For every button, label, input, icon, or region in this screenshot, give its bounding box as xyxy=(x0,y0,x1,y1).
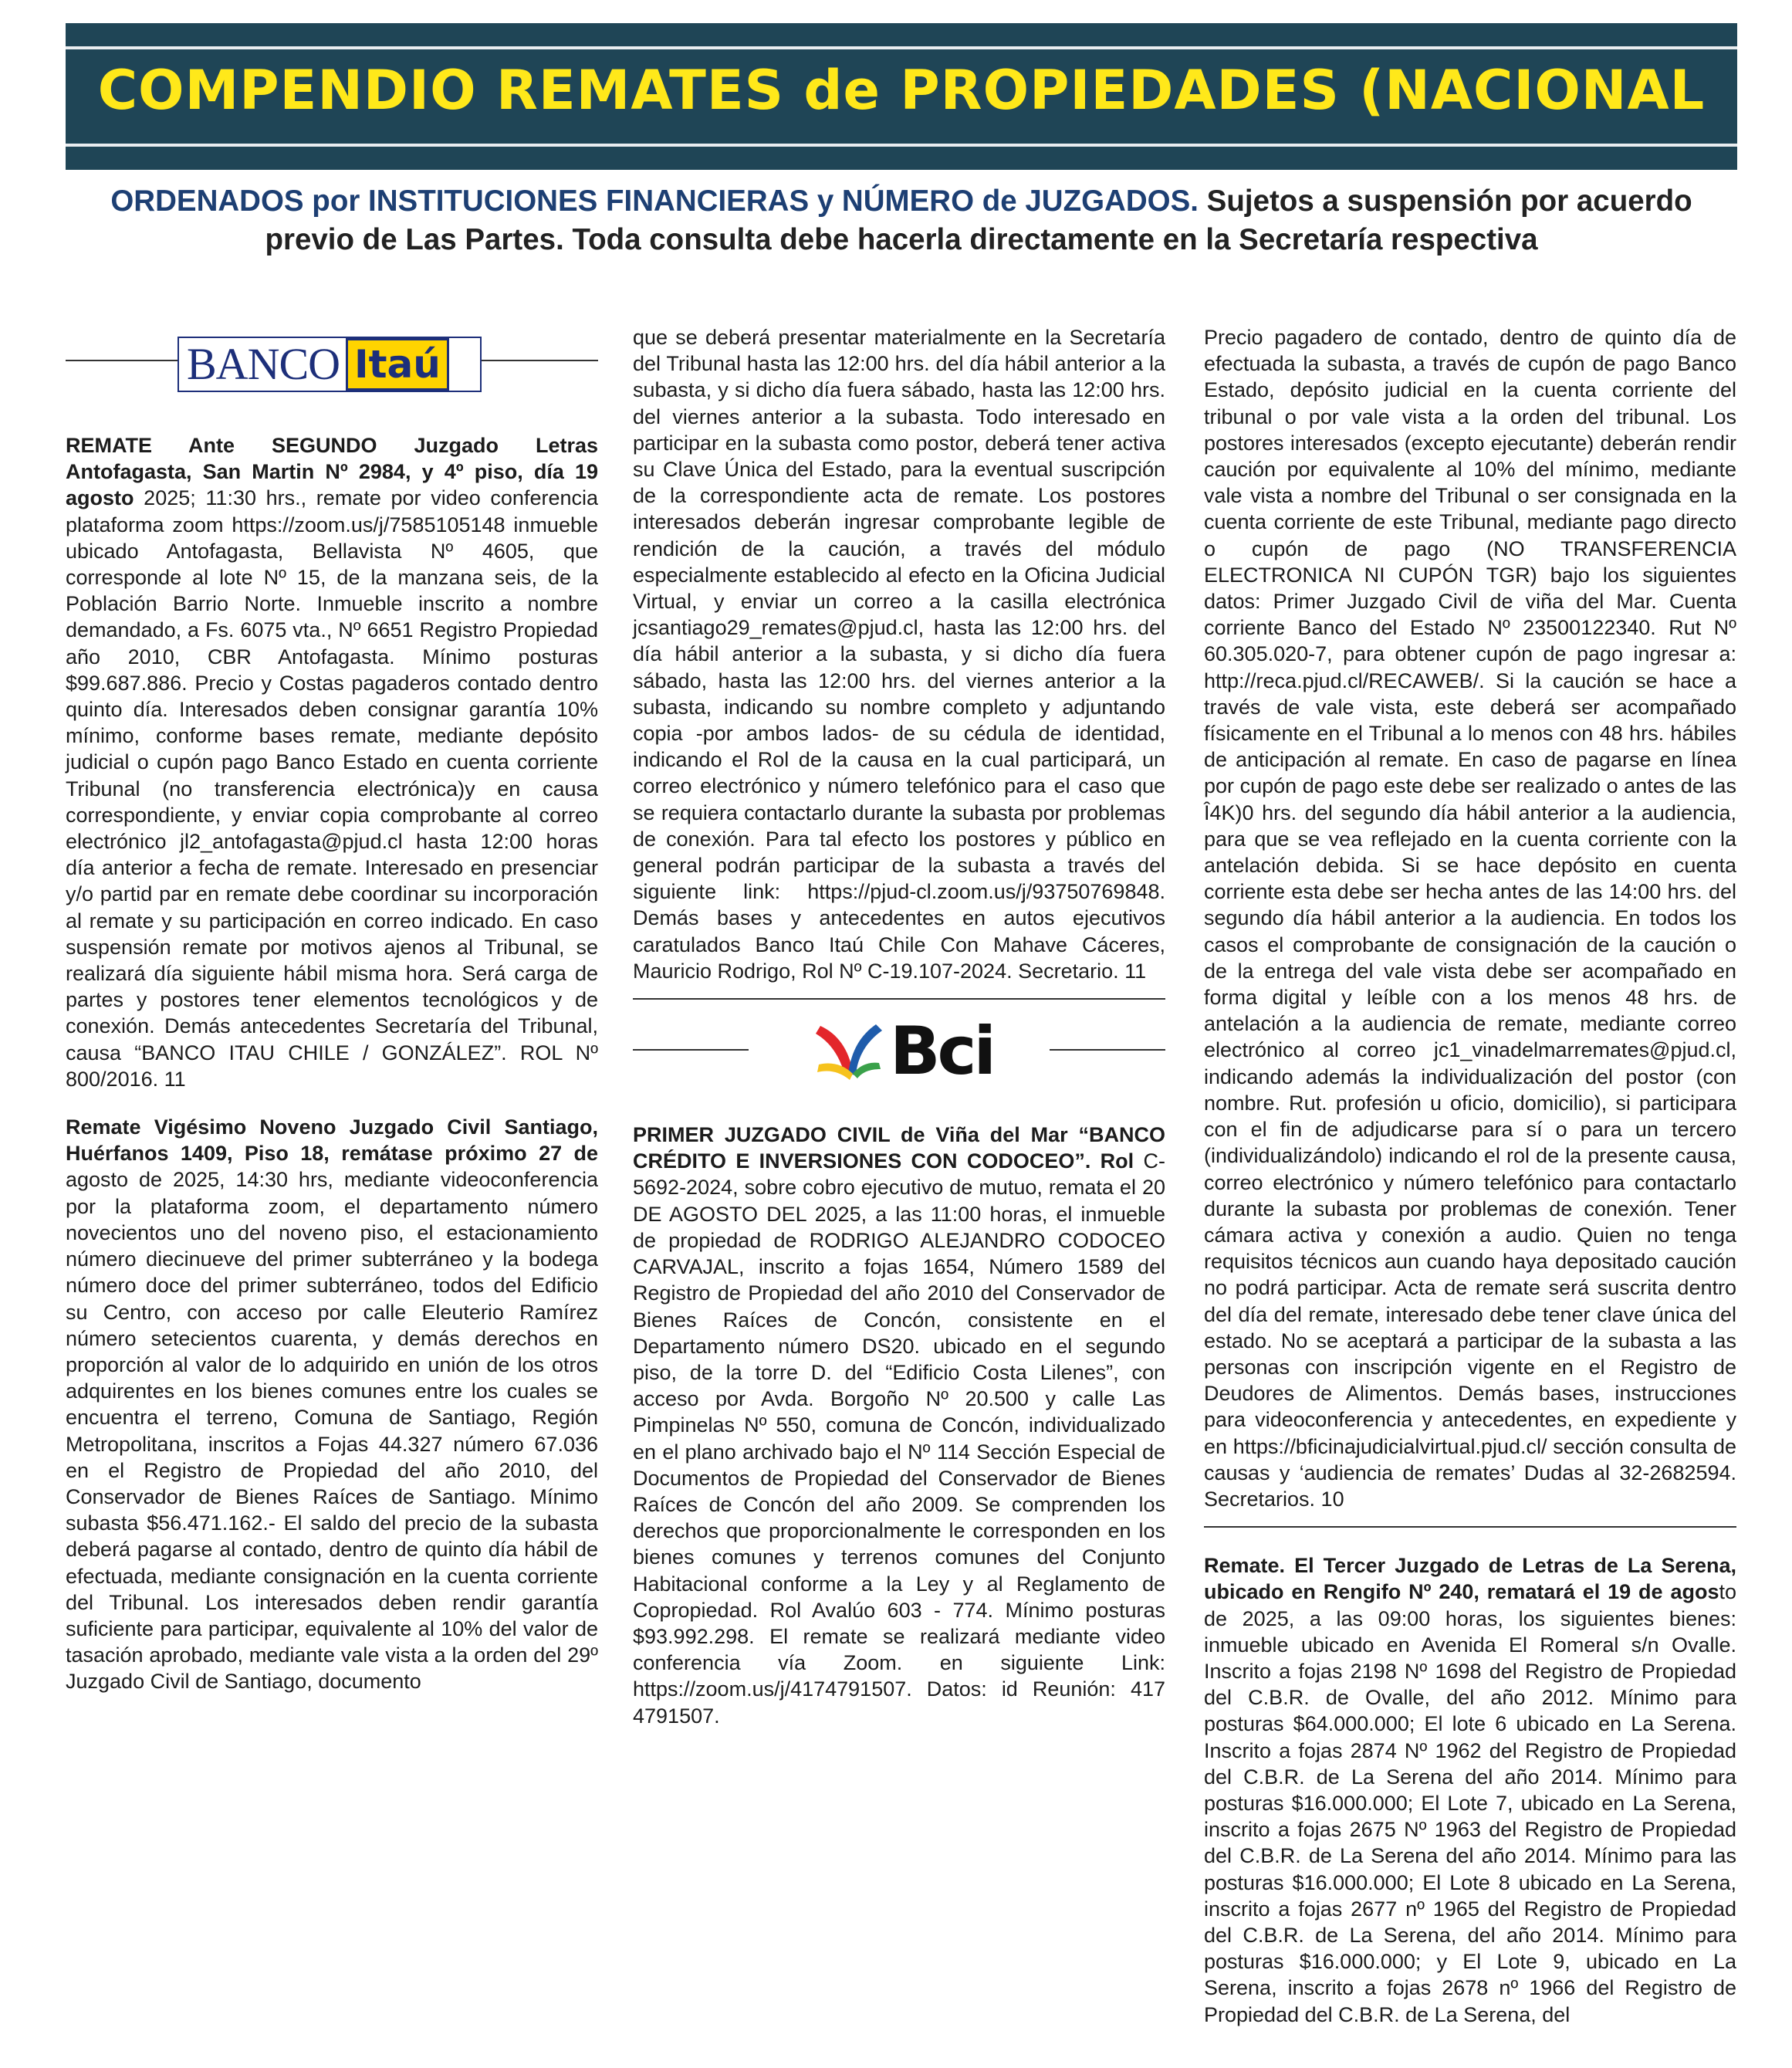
divider-line xyxy=(482,360,598,361)
notice-body: C-5692-2024, sobre cobro ejecutivo de mutuo, remata el 20 DE AGOSTO DEL 2025, a las 11:00 horas, el inmueble de propiedad de RODRIGO ALEJANDRO CODOCEO CARVAJAL, inscrito a fojas 1654, Número 1589 del Registro de Propiedad del año 2010 del Conservador de Bienes Raíces de Concón, consistente en el Departamento número DS20. ubicado en el segundo piso, de la torre D. del “Edificio Costa Lilenes”, con acceso por Avda. Borgoño Nº 20.500 y calle Las Pimpinelas Nº 550, comuna de Concón, individualizado en el plano archivado bajo el Nº 114 Sección Especial de Documentos de Propiedad del Conservador de Bienes Raíces de Concón del año 2009. Se comprenden los derechos que proporcionalmente le corresponden en los bienes comunes y terrenos comunes del Conjunto Habitacional conforme a la Ley y al Reglamento de Copropiedad. Rol Avalúo 603 - 774. Mínimo posturas $93.992.298. El remate se realizará mediante video conferencia vía Zoom. en siguiente Link: https://zoom.us/j/4174791507. Datos: id Reunión: 417 4791507. xyxy=(633,1149,1165,1728)
notice-lead: REMATE Ante SEGUNDO Juzgado Letras Antofagasta, San Martin Nº 2984, y 4º piso, día 19 agosto xyxy=(66,434,598,510)
notice-lead: PRIMER JUZGADO CIVIL de Viña del Mar “BANCO CRÉDITO E INVERSIONES CON CODOCEO”. Rol xyxy=(633,1123,1165,1173)
notice-itau-santiago-continued xyxy=(633,324,1165,984)
bci-emblem-icon xyxy=(814,1018,884,1085)
subtitle-emphasis: ORDENADOS por INSTITUCIONES FINANCIERAS y NÚMERO de JUZGADOS. xyxy=(110,184,1199,218)
notice-body: 2025; 11:30 hrs., remate por video conferencia plataforma zoom https://zoom.us/j/7585105148 inmueble ubicado Antofagasta, Bellavista Nº 4605, que corresponde al lote Nº 15, de la manzana seis, de la Población Barrio Norte. Inmueble inscrito a nombre demandado, a Fs. 6075 vta., Nº 6651 Registro Propiedad año 2010, CBR Antofagasta. Mínimo posturas $99.687.886. Precio y Costas pagaderos contado dentro quinto día. Interesados deben consignar garantía 10% mínimo, conforme bases remate, mediante depósito judicial o cupón pago Banco Estado en cuenta corriente Tribunal (no transferencia electrónica)y en causa correspondiente, y enviar copia comprobante al correo electrónico jl2_antofagasta@pjud.cl hasta 12:00 horas día anterior a fecha de remate. Interesado en presenciar y/o partid par en remate debe coordinar su incorporación al remate y su participación en correo indicado. En caso suspensión remate por motivos ajenos al Tribunal, se realizará día siguiente hábil misma hora. Será carga de partes y postores tener elementos tecnológicos y de conexión. Demás antecedentes Secretaría del Tribunal, causa “BANCO ITAU CHILE / GONZÁLEZ”. ROL Nº 800/2016. 11 xyxy=(66,486,598,1091)
logo-itau-text: Itaú xyxy=(346,338,449,391)
divider-line xyxy=(1204,1526,1736,1528)
divider-line xyxy=(633,998,1165,1000)
column-1 xyxy=(66,324,598,1695)
notice-lead: Remate Vigésimo Noveno Juzgado Civil Santiago, Huérfanos 1409, Piso 18, remátase próximo 27 de xyxy=(66,1115,598,1166)
column-2 xyxy=(633,324,1165,1729)
itau-logo-row xyxy=(66,324,598,394)
divider-line xyxy=(66,360,178,361)
notice-body: to de 2025, a las 09:00 horas, los siguientes bienes: inmueble ubicado en Avenida El Romeral s/n Ovalle. Inscrito a fojas 2198 Nº 1698 del Registro de Propiedad del C.B.R. de Ovalle, del año 2012. Mínimo para posturas $64.000.000; El lote 6 ubicado en La Serena. Inscrito a fojas 2874 Nº 1962 del Registro de Propiedad del C.B.R. de La Serena del año 2014. Mínimo para posturas $16.000.000; El Lote 7, ubicado en La Serena, inscrito a fojas 2675 Nº 1963 del Registro de Propiedad del C.B.R. de La Serena del año 2014. Mínimo para las posturas $16.000.000; El Lote 8 ubicado en La Serena, inscrito a fojas 2677 nº 1965 del Registro de Propiedad del C.B.R. de La Serena, del año 2014. Mínimo para posturas $16.000.000; y El Lote 9, ubicado en La Serena, inscrito a fojas 2678 nº 1966 del Registro de Propiedad del C.B.R. de La Serena, del xyxy=(1204,1580,1736,2026)
logo-bci-text: Bci xyxy=(890,1012,994,1090)
notice-bci-vina-continued xyxy=(1204,324,1736,1512)
notice-itau-santiago xyxy=(66,1114,598,1694)
notice-lead: Remate. El Tercer Juzgado de Letras de La Serena, ubicado en Rengifo Nº 240, rematará el 19 de agos xyxy=(1204,1554,1736,1604)
banner-bottom-rule xyxy=(66,144,1737,147)
header-banner xyxy=(66,23,1737,170)
banco-itau-logo xyxy=(178,337,482,392)
banner-top-rule xyxy=(66,46,1737,49)
notice-la-serena xyxy=(1204,1552,1736,2028)
bci-logo xyxy=(814,1012,994,1090)
bci-logo-row xyxy=(633,1014,1165,1091)
page-subtitle xyxy=(66,182,1737,259)
divider-line xyxy=(1050,1049,1165,1051)
subtitle-text: Sujetos a suspensión por acuerdo previo de Las Partes. Toda consulta debe hacerla directamente en la Secretaría respectiva xyxy=(265,184,1692,256)
column-3 xyxy=(1204,324,1736,2028)
notice-body: que se deberá presentar materialmente en la Secretaría del Tribunal hasta las 12:00 hrs. del día hábil anterior a la subasta, y si dicho día fuera sábado, hasta las 12:00 hrs. del viernes anterior a la subasta. Todo interesado en participar en la subasta como postor, deberá tener activa su Clave Única del Estado, para la eventual suscripción de la correspondiente acta de remate. Los postores interesados deberán ingresar comprobante legible de rendición de la caución, a través del módulo especialmente establecido al efecto en la Oficina Judicial Virtual, y enviar un correo a la casilla electrónica jcsantiago29_remates@pjud.cl, hasta las 12:00 hrs. del día hábil anterior a la subasta, y si dicho día fuera sábado, hasta las 12:00 hrs. del viernes anterior a la subasta, indicando su nombre completo y adjuntando copia -por ambos lados- de su cédula de identidad, indicando el Rol de la causa en la cual participará, un correo electrónico y número telefónico para el caso que se requiera contactarlo durante la subasta por problemas de conexión. Para tal efecto los postores y público en general podrán participar de la subasta a través del siguiente link: https://pjud-cl.zoom.us/j/93750769848. Demás bases y antecedentes en autos ejecutivos caratulados Banco Itaú Chile Con Mahave Cáceres, Mauricio Rodrigo, Rol Nº C-19.107-2024. Secretario. 11 xyxy=(633,326,1165,983)
page-title: COMPENDIO REMATES de PROPIEDADES (NACIONAL xyxy=(97,59,1706,122)
notice-body: Precio pagadero de contado, dentro de quinto día de efectuada la subasta, a través de cupón de pago Banco Estado, depósito judicial en la cuenta corriente del tribunal o por vale vista a la orden del tribunal. Los postores interesados (excepto ejecutante) deberán rendir caución por equivalente al 10% del mínimo, mediante vale vista a nombre del Tribunal o ser consignada en la cuenta corriente de este Tribunal, mediante pago directo o cupón de pago (NO TRANSFERENCIA ELECTRONICA NI CUPÓN TGR) bajo los siguientes datos: Primer Juzgado Civil de viña del Mar. Cuenta corriente Banco del Estado Nº 23500122340. Rut Nº 60.305.020-7, para obtener cupón de pago ingresar a: http://reca.pjud.cl/RECAWEB/. Si la caución se hace a través de vale vista, este deberá ser acompañado físicamente en el Tribunal a lo menos con 48 hrs. hábiles de anticipación al remate. En caso de pagarse en línea por cupón de pago este debe ser realizado o antes de las Î4K)0 hrs. del segundo día hábil anterior a la audiencia, para que se vea reflejado en la cuenta corriente con la antelación debida. Si se hace depósito en cuenta corriente esta debe ser hecha antes de las 14:00 hrs. del segundo día hábil anterior a la audiencia. En todos los casos el comprobante de consignación de la caución o de la entrega del vale vista debe ser acompañado en forma digital y leíble con a los menos 48 hrs. de antelación a la audiencia de remate, mediante correo electrónico al correo jc1_vinadelmarremates@pjud.cl, indicando además la individualización del postor (con nombre. Rut. profesión u oficio, domicilio), si participara con el fin de adjudicarse para sí o para un tercero (individualizándolo) indicando el rol de la presente causa, correo electrónico y número telefónico para contactarlo durante la subasta por problemas de conexión. Tener cámara activa y conexión a audio. Quien no tenga requisitos técnicos aun cuando haya depositado caución no podrá participar. Acta de remate será suscrita dentro del día del remate, interesado debe tener clave única del estado. No se aceptará a participar de la subasta a las personas con inscripción vigente en el Registro de Deudores de Alimentos. Demás bases, instrucciones para videoconferencia y antecedentes, en expediente y en https://bficinajudicialvirtual.pjud.cl/ sección consulta de causas y ‘audiencia de remates’ Dudas al 32-2682594. Secretarios. 10 xyxy=(1204,326,1736,1511)
notice-body: agosto de 2025, 14:30 hrs, mediante videoconferencia por la plataforma zoom, el departamento número novecientos uno del noveno piso, el estacionamiento número diecinueve del primer subterráneo y la bodega número doce del primer subterráneo, todos del Edificio su Centro, con acceso por calle Eleuterio Ramírez número setecientos cuarenta, y demás derechos en proporción al valor de lo adquirido en unión de los otros adquirentes en los bienes comunes entre los cuales se encuentra el terreno, Comuna de Santiago, Región Metropolitana, inscritos a Fojas 44.327 número 67.036 en el Registro de Propiedad del año 2010, del Conservador de Bienes Raíces de Santiago. Mínimo subasta $56.471.162.- El saldo del precio de la subasta deberá pagarse al contado, dentro de quinto día hábil de efectuada, mediante consignación en la cuenta corriente del Tribunal. Los interesados deben rendir garantía suficiente para participar, equivalente al 10% del valor de tasación aprobado, mediante vale vista a la orden del 29º Juzgado Civil de Santiago, documento xyxy=(66,1168,598,1694)
notice-itau-antofagasta xyxy=(66,432,598,1092)
notice-bci-vina xyxy=(633,1122,1165,1729)
logo-banco-text: BANCO xyxy=(187,338,340,389)
divider-line xyxy=(633,1049,749,1051)
